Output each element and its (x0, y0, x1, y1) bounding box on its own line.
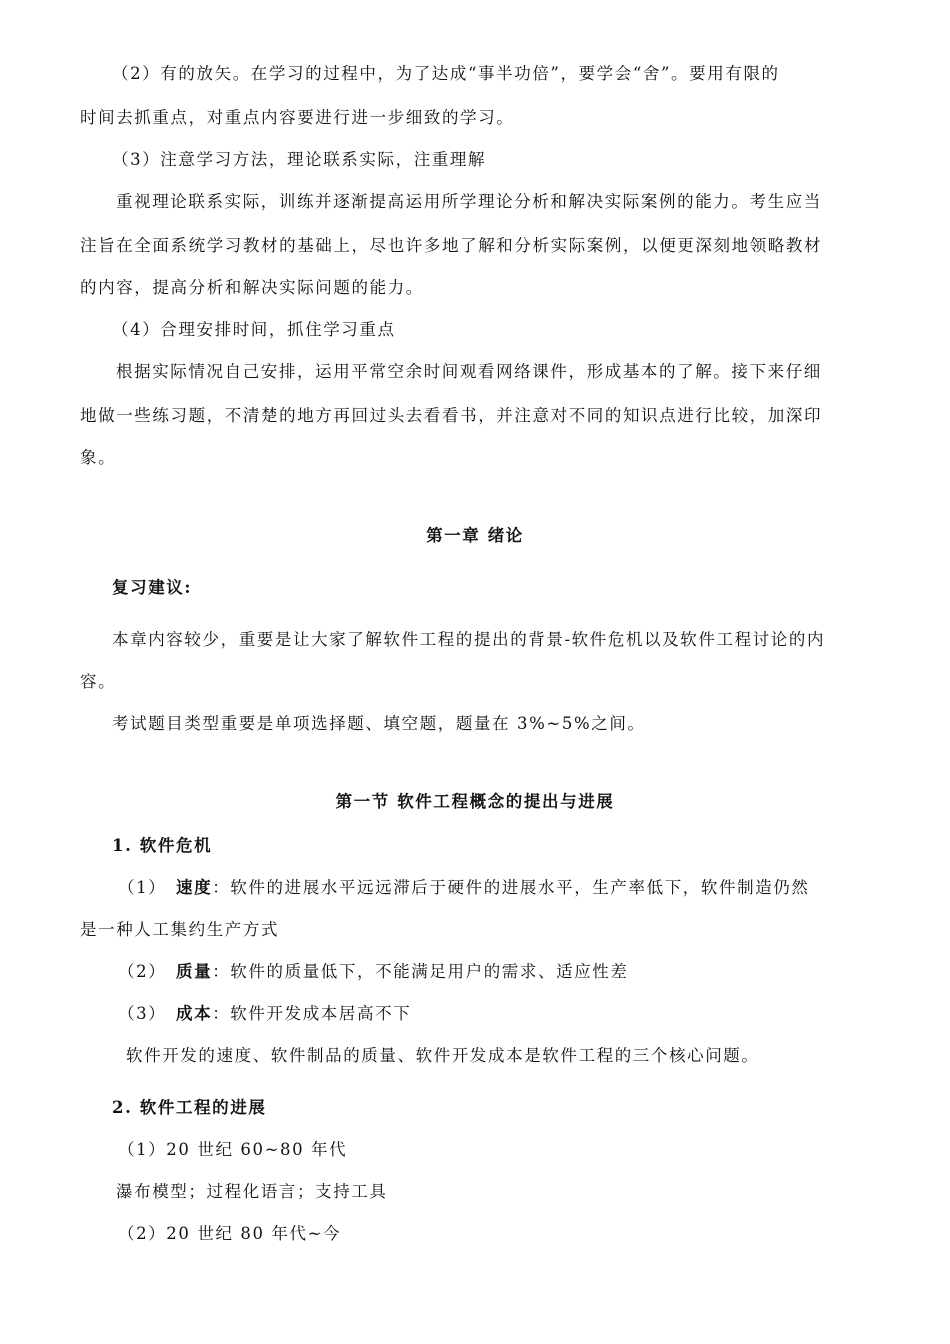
list-item (118, 962, 629, 982)
paragraph-line: 根据实际情况自己安排，运用平常空余时间观看网络课件，形成基本的了解。接下来仔细 (116, 362, 822, 381)
list-item-heading: （1）20 世纪 60~80 年代 (118, 1140, 348, 1159)
list-item-text: ：软件的进展水平远远滞后于硬件的进展水平，生产率低下，软件制造仍然 (212, 878, 810, 897)
list-item-number: （2） (118, 962, 167, 981)
summary-line: 软件开发的速度、软件制品的质量、软件开发成本是软件工程的三个核心问题。 (126, 1046, 760, 1065)
paragraph-line: 注旨在全面系统学习教材的基础上，尽也许多地了解和分析实际案例，以便更深刻地领略教材 (80, 236, 823, 255)
chapter-title: 第一章 绪论 (426, 526, 524, 545)
list-item-heading: （2）20 世纪 80 年代~今 (118, 1224, 342, 1243)
list-item-text: ：软件的质量低下，不能满足用户的需求、适应性差 (212, 962, 629, 981)
list-item-label: 成本 (176, 1004, 213, 1023)
list-item (118, 878, 810, 898)
list-item-number: （1） (118, 878, 167, 897)
paragraph-line: 象。 (80, 448, 117, 467)
paragraph-line: 的内容，提高分析和解决实际问题的能力。 (80, 278, 424, 297)
section-title: 第一节 软件工程概念的提出与进展 (335, 792, 615, 811)
list-item-number: （3） (118, 1004, 167, 1023)
list-item-heading: （3）注意学习方法，理论联系实际，注重理解 (112, 150, 487, 169)
list-item-label: 速度 (176, 878, 213, 897)
paragraph-line: （2）有的放矢。在学习的过程中，为了达成“事半功倍”，要学会“舍”。要用有限的 (112, 64, 780, 83)
paragraph-line: 时间去抓重点，对重点内容要进行进一步细致的学习。 (80, 108, 515, 127)
review-label: 复习建议: (112, 578, 193, 597)
list-item-heading: （4）合理安排时间，抓住学习重点 (112, 320, 396, 339)
list-item-label: 质量 (176, 962, 213, 981)
paragraph-line: 重视理论联系实际，训练并逐渐提高运用所学理论分析和解决实际案例的能力。考生应当 (116, 192, 822, 211)
list-item-text: ：软件开发成本居高不下 (212, 1004, 412, 1023)
paragraph-line: 考试题目类型重要是单项选择题、填空题，题量在 3%~5%之间。 (112, 714, 646, 733)
list-item (118, 1004, 411, 1024)
paragraph-line: 是一种人工集约生产方式 (80, 920, 280, 939)
paragraph-line: 本章内容较少，重要是让大家了解软件工程的提出的背景-软件危机以及软件工程讨论的内 (112, 630, 826, 649)
subsection-heading: 2. 软件工程的进展 (112, 1098, 267, 1117)
subsection-heading: 1. 软件危机 (112, 836, 213, 855)
paragraph-line: 容。 (80, 672, 117, 691)
paragraph-line: 地做一些练习题，不清楚的地方再回过头去看看书，并注意对不同的知识点进行比较，加深印 (80, 406, 823, 425)
paragraph-line: 瀑布模型；过程化语言；支持工具 (116, 1182, 388, 1201)
